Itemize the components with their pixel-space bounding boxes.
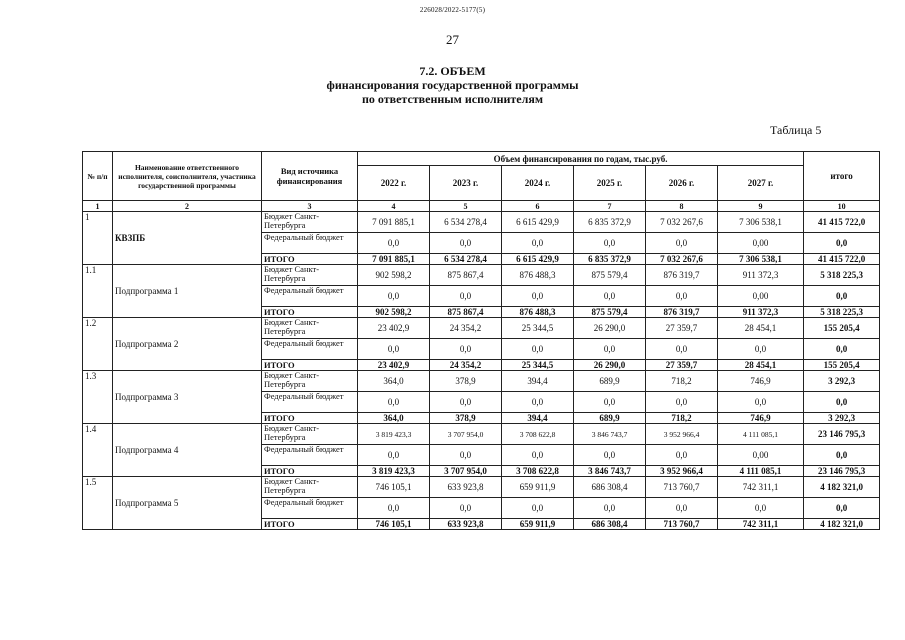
year-value: 911 372,3 — [718, 307, 804, 318]
year-value: 26 290,0 — [574, 318, 646, 339]
year-value: 0,0 — [430, 498, 502, 519]
year-value: 0,0 — [502, 498, 574, 519]
year-value: 364,0 — [358, 413, 430, 424]
page-number: 27 — [446, 32, 459, 47]
header-year-3: 2024 г. — [502, 166, 574, 201]
source-type-itogo: ИТОГО — [262, 360, 358, 371]
row-number: 1 — [83, 212, 113, 265]
year-value: 0,0 — [502, 339, 574, 360]
year-value: 3 708 622,8 — [502, 466, 574, 477]
year-value: 0,00 — [718, 286, 804, 307]
year-value: 3 846 743,7 — [574, 424, 646, 445]
year-value: 0,0 — [646, 286, 718, 307]
year-value: 0,00 — [718, 445, 804, 466]
year-value: 686 308,4 — [574, 477, 646, 498]
source-type-budget: Бюджет Санкт-Петербурга — [262, 265, 358, 286]
source-type-budget: Бюджет Санкт-Петербурга — [262, 212, 358, 233]
total-value: 0,0 — [804, 286, 880, 307]
header-year-1: 2022 г. — [358, 166, 430, 201]
table-row — [83, 371, 880, 392]
year-value: 7 091 885,1 — [358, 254, 430, 265]
year-value: 876 319,7 — [646, 265, 718, 286]
year-value: 902 598,2 — [358, 307, 430, 318]
year-value: 378,9 — [430, 413, 502, 424]
year-value: 24 354,2 — [430, 360, 502, 371]
year-value: 3 819 423,3 — [358, 424, 430, 445]
year-value: 713 760,7 — [646, 477, 718, 498]
header-year-6: 2027 г. — [718, 166, 804, 201]
column-index-5: 5 — [430, 201, 502, 212]
column-index-3: 3 — [262, 201, 358, 212]
header-row-number: № п/п — [83, 152, 113, 201]
year-value: 27 359,7 — [646, 360, 718, 371]
source-type-itogo: ИТОГО — [262, 254, 358, 265]
year-value: 718,2 — [646, 371, 718, 392]
year-value: 875 867,4 — [430, 265, 502, 286]
year-value: 0,0 — [430, 233, 502, 254]
year-value: 0,0 — [430, 445, 502, 466]
year-value: 23 402,9 — [358, 360, 430, 371]
year-value: 28 454,1 — [718, 318, 804, 339]
total-value: 0,0 — [804, 233, 880, 254]
row-executor-name: Подпрограмма 4 — [113, 424, 262, 477]
year-value: 0,0 — [574, 286, 646, 307]
year-value: 3 952 966,4 — [646, 466, 718, 477]
year-value: 0,0 — [502, 286, 574, 307]
source-type-itogo: ИТОГО — [262, 519, 358, 530]
year-value: 24 354,2 — [430, 318, 502, 339]
total-value: 41 415 722,0 — [804, 254, 880, 265]
year-value: 875 579,4 — [574, 307, 646, 318]
row-number: 1.1 — [83, 265, 113, 318]
total-value: 23 146 795,3 — [804, 466, 880, 477]
title-line-2: финансирования государственной программы — [326, 78, 579, 92]
year-value: 713 760,7 — [646, 519, 718, 530]
year-value: 689,9 — [574, 371, 646, 392]
year-value: 0,0 — [646, 445, 718, 466]
total-value: 0,0 — [804, 498, 880, 519]
source-type-budget: Бюджет Санкт-Петербурга — [262, 371, 358, 392]
row-number: 1.4 — [83, 424, 113, 477]
column-index-8: 8 — [646, 201, 718, 212]
year-value: 6 835 372,9 — [574, 254, 646, 265]
document-id: 226028/2022-5177(5) — [419, 6, 486, 14]
year-value: 0,0 — [502, 392, 574, 413]
year-value: 689,9 — [574, 413, 646, 424]
year-value: 0,0 — [646, 392, 718, 413]
year-value: 4 111 085,1 — [718, 424, 804, 445]
total-value: 0,0 — [804, 339, 880, 360]
year-value: 0,0 — [718, 339, 804, 360]
total-value: 5 318 225,3 — [804, 307, 880, 318]
row-executor-name: Подпрограмма 5 — [113, 477, 262, 530]
column-index-10: 10 — [804, 201, 880, 212]
table-row — [83, 318, 880, 339]
year-value: 7 091 885,1 — [358, 212, 430, 233]
year-value: 25 344,5 — [502, 360, 574, 371]
year-value: 0,00 — [718, 233, 804, 254]
source-type-budget: Бюджет Санкт-Петербурга — [262, 318, 358, 339]
year-value: 876 488,3 — [502, 307, 574, 318]
year-value: 23 402,9 — [358, 318, 430, 339]
table-label: Таблица 5 — [770, 123, 822, 137]
source-type-federal: Федеральный бюджет — [262, 286, 358, 307]
year-value: 7 032 267,6 — [646, 254, 718, 265]
total-value: 0,0 — [804, 392, 880, 413]
table-row — [83, 477, 880, 498]
total-value: 3 292,3 — [804, 413, 880, 424]
year-value: 0,0 — [718, 498, 804, 519]
source-type-itogo: ИТОГО — [262, 413, 358, 424]
year-value: 902 598,2 — [358, 265, 430, 286]
title-line-3: по ответственным исполнителям — [361, 92, 544, 106]
year-value: 0,0 — [646, 339, 718, 360]
year-value: 911 372,3 — [718, 265, 804, 286]
year-value: 4 111 085,1 — [718, 466, 804, 477]
year-value: 7 306 538,1 — [718, 212, 804, 233]
year-value: 876 319,7 — [646, 307, 718, 318]
total-value: 155 205,4 — [804, 318, 880, 339]
year-value: 3 707 954,0 — [430, 466, 502, 477]
table-row — [83, 424, 880, 445]
year-value: 742 311,1 — [718, 519, 804, 530]
year-value: 746 105,1 — [358, 519, 430, 530]
row-number: 1.5 — [83, 477, 113, 530]
year-value: 876 488,3 — [502, 265, 574, 286]
column-index-6: 6 — [502, 201, 574, 212]
year-value: 0,0 — [718, 392, 804, 413]
row-executor-name: Подпрограмма 3 — [113, 371, 262, 424]
year-value: 364,0 — [358, 371, 430, 392]
source-type-budget: Бюджет Санкт-Петербурга — [262, 424, 358, 445]
table-row — [83, 212, 880, 233]
year-value: 0,0 — [574, 392, 646, 413]
year-value: 718,2 — [646, 413, 718, 424]
header-source-type: Вид источника финансирования — [262, 152, 358, 201]
year-value: 0,0 — [574, 339, 646, 360]
source-type-budget: Бюджет Санкт-Петербурга — [262, 477, 358, 498]
year-value: 746,9 — [718, 413, 804, 424]
source-type-itogo: ИТОГО — [262, 466, 358, 477]
year-value: 0,0 — [358, 339, 430, 360]
header-total: итого — [804, 152, 880, 201]
financing-table — [82, 151, 880, 530]
column-index-9: 9 — [718, 201, 804, 212]
source-type-federal: Федеральный бюджет — [262, 445, 358, 466]
year-value: 0,0 — [574, 233, 646, 254]
year-value: 659 911,9 — [502, 477, 574, 498]
year-value: 742 311,1 — [718, 477, 804, 498]
total-value: 23 146 795,3 — [804, 424, 880, 445]
row-executor-name: КВЗПБ — [113, 212, 262, 265]
year-value: 378,9 — [430, 371, 502, 392]
row-number: 1.3 — [83, 371, 113, 424]
header-year-5: 2026 г. — [646, 166, 718, 201]
year-value: 3 846 743,7 — [574, 466, 646, 477]
column-index-4: 4 — [358, 201, 430, 212]
year-value: 686 308,4 — [574, 519, 646, 530]
year-value: 394,4 — [502, 413, 574, 424]
year-value: 746 105,1 — [358, 477, 430, 498]
column-index-1: 1 — [83, 201, 113, 212]
source-type-federal: Федеральный бюджет — [262, 233, 358, 254]
year-value: 7 306 538,1 — [718, 254, 804, 265]
total-value: 41 415 722,0 — [804, 212, 880, 233]
year-value: 6 534 278,4 — [430, 212, 502, 233]
year-value: 659 911,9 — [502, 519, 574, 530]
year-value: 633 923,8 — [430, 519, 502, 530]
page-title — [0, 64, 905, 106]
source-type-itogo: ИТОГО — [262, 307, 358, 318]
header-executor-name: Наименование ответственного исполнителя, соисполнителя, участника государственной программы — [113, 152, 262, 201]
year-value: 633 923,8 — [430, 477, 502, 498]
year-value: 6 615 429,9 — [502, 254, 574, 265]
year-value: 0,0 — [574, 445, 646, 466]
total-value: 4 182 321,0 — [804, 477, 880, 498]
source-type-federal: Федеральный бюджет — [262, 392, 358, 413]
year-value: 394,4 — [502, 371, 574, 392]
year-value: 0,0 — [358, 233, 430, 254]
year-value: 0,0 — [646, 498, 718, 519]
year-value: 875 579,4 — [574, 265, 646, 286]
year-value: 875 867,4 — [430, 307, 502, 318]
year-value: 0,0 — [358, 392, 430, 413]
year-value: 3 819 423,3 — [358, 466, 430, 477]
year-value: 6 835 372,9 — [574, 212, 646, 233]
header-financing-volume: Объем финансирования по годам, тыс.руб. — [358, 152, 804, 166]
title-line-1: 7.2. ОБЪЕМ — [419, 64, 486, 78]
year-value: 3 952 966,4 — [646, 424, 718, 445]
table-row — [83, 265, 880, 286]
year-value: 3 707 954,0 — [430, 424, 502, 445]
column-index-2: 2 — [113, 201, 262, 212]
year-value: 3 708 622,8 — [502, 424, 574, 445]
header-year-4: 2025 г. — [574, 166, 646, 201]
year-value: 0,0 — [358, 498, 430, 519]
year-value: 25 344,5 — [502, 318, 574, 339]
row-number: 1.2 — [83, 318, 113, 371]
total-value: 3 292,3 — [804, 371, 880, 392]
total-value: 0,0 — [804, 445, 880, 466]
year-value: 28 454,1 — [718, 360, 804, 371]
year-value: 0,0 — [358, 286, 430, 307]
total-value: 5 318 225,3 — [804, 265, 880, 286]
year-value: 27 359,7 — [646, 318, 718, 339]
year-value: 0,0 — [358, 445, 430, 466]
year-value: 0,0 — [502, 233, 574, 254]
row-executor-name: Подпрограмма 2 — [113, 318, 262, 371]
year-value: 746,9 — [718, 371, 804, 392]
year-value: 0,0 — [502, 445, 574, 466]
row-executor-name: Подпрограмма 1 — [113, 265, 262, 318]
header-year-2: 2023 г. — [430, 166, 502, 201]
total-value: 4 182 321,0 — [804, 519, 880, 530]
source-type-federal: Федеральный бюджет — [262, 339, 358, 360]
total-value: 155 205,4 — [804, 360, 880, 371]
source-type-federal: Федеральный бюджет — [262, 498, 358, 519]
year-value: 6 534 278,4 — [430, 254, 502, 265]
column-index-7: 7 — [574, 201, 646, 212]
year-value: 0,0 — [430, 392, 502, 413]
year-value: 7 032 267,6 — [646, 212, 718, 233]
year-value: 6 615 429,9 — [502, 212, 574, 233]
year-value: 0,0 — [646, 233, 718, 254]
year-value: 0,0 — [430, 286, 502, 307]
year-value: 0,0 — [574, 498, 646, 519]
year-value: 26 290,0 — [574, 360, 646, 371]
year-value: 0,0 — [430, 339, 502, 360]
